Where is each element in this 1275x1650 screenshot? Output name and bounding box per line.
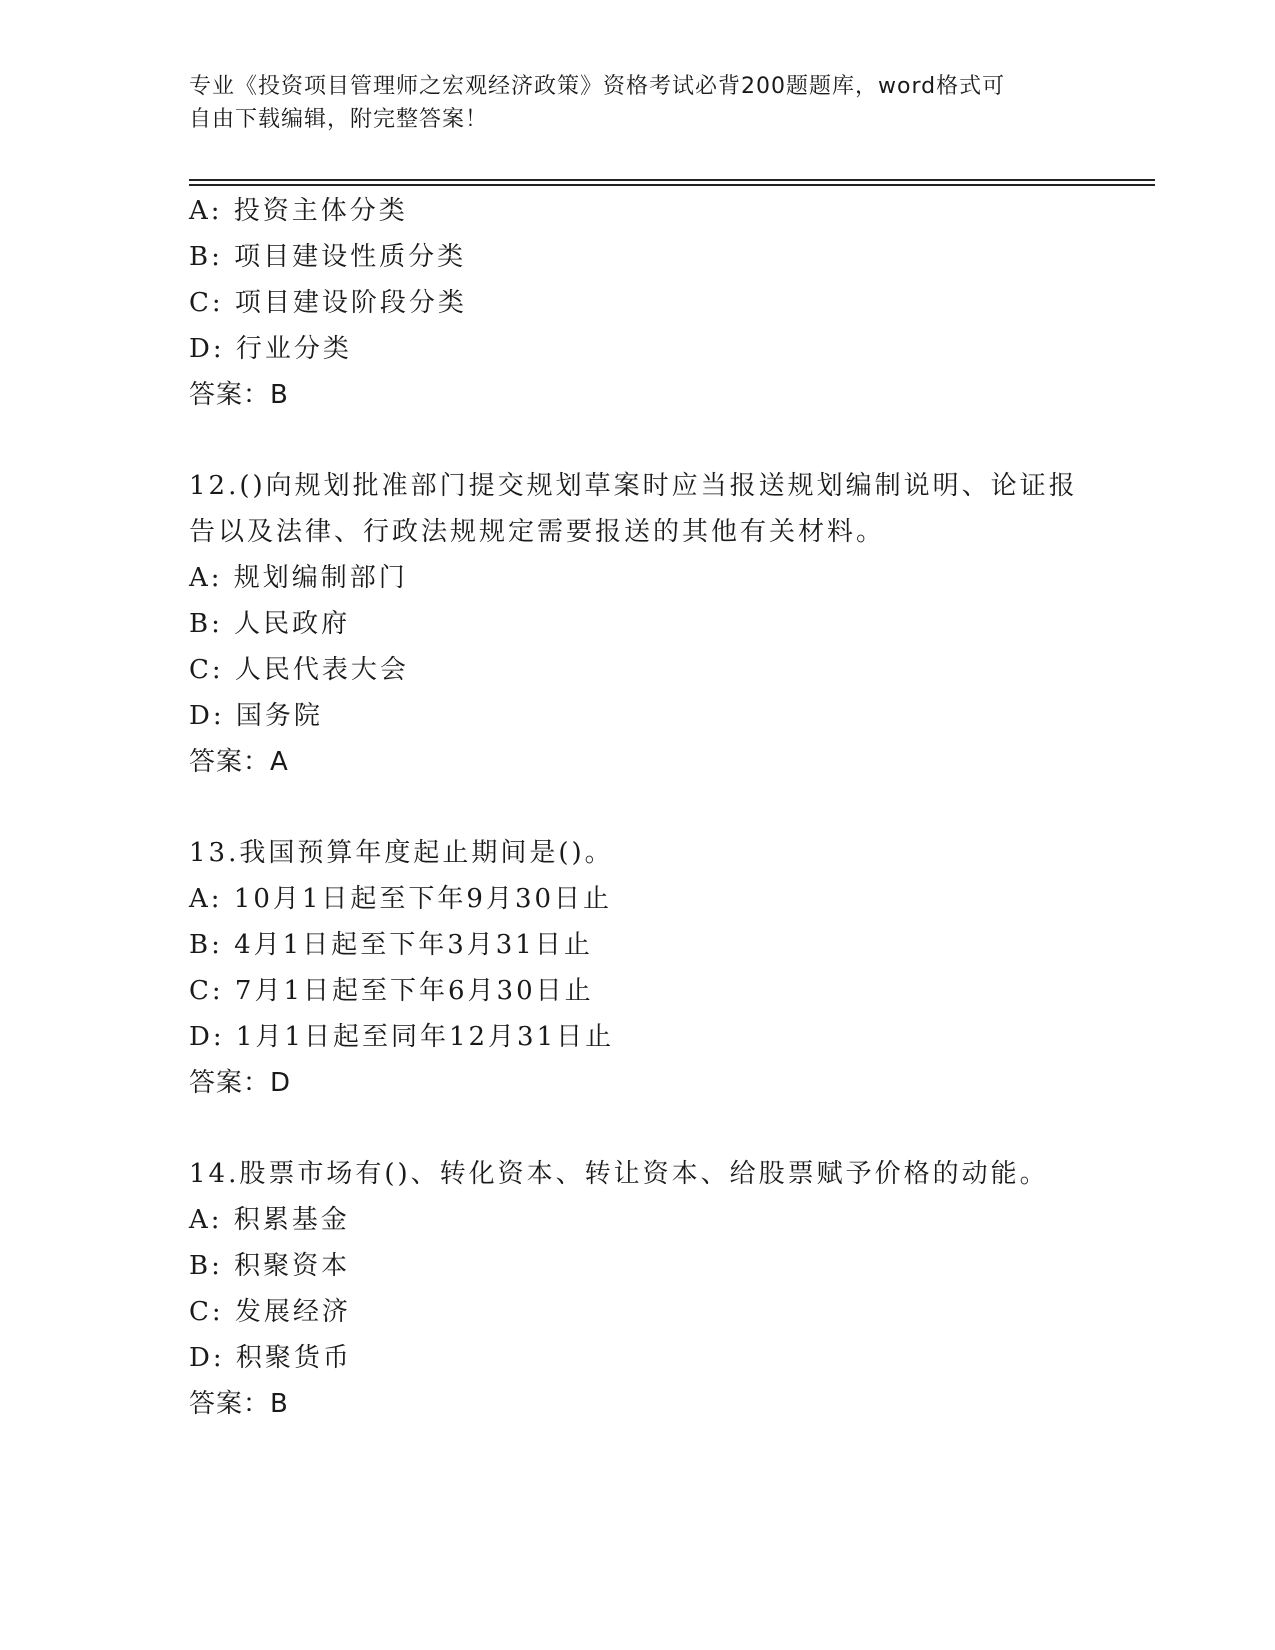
- option-a: A: 投资主体分类: [189, 196, 408, 226]
- option-d: D: 行业分类: [189, 334, 352, 364]
- option-c: C: 人民代表大会: [189, 655, 409, 685]
- answer-line: 答案：B: [189, 380, 289, 410]
- question-block-11: [189, 188, 1119, 418]
- question-text-line-1: 13.我国预算年度起止期间是()。: [189, 838, 614, 868]
- question-block-14: [189, 1151, 1119, 1427]
- question-block-13: [189, 830, 1119, 1106]
- answer-line: 答案：A: [189, 747, 289, 777]
- option-d: D: 1月1日起至同年12月31日止: [189, 1022, 615, 1052]
- header-divider-top: [189, 179, 1155, 181]
- header-title-line-1: 专业《投资项目管理师之宏观经济政策》资格考试必背200题题库，word格式可: [189, 74, 1006, 99]
- option-a: A: 10月1日起至下年9月30日止: [189, 884, 613, 914]
- answer-line: 答案：D: [189, 1068, 292, 1098]
- option-b: B: 4月1日起至下年3月31日止: [189, 930, 593, 960]
- option-a: A: 规划编制部门: [189, 563, 408, 593]
- answer-line: 答案：B: [189, 1389, 289, 1419]
- option-b: B: 人民政府: [189, 609, 351, 639]
- question-text-line-1: 12.()向规划批准部门提交规划草案时应当报送规划编制说明、论证报: [189, 471, 1078, 501]
- question-text-line-2: 告以及法律、行政法规规定需要报送的其他有关材料。: [189, 517, 886, 547]
- spacer: [189, 1106, 1119, 1151]
- spacer: [189, 785, 1119, 830]
- option-b: B: 项目建设性质分类: [189, 242, 467, 272]
- document-header: [189, 70, 1089, 136]
- option-a: A: 积累基金: [189, 1205, 350, 1235]
- option-c: C: 7月1日起至下年6月30日止: [189, 976, 594, 1006]
- option-c: C: 项目建设阶段分类: [189, 288, 467, 318]
- spacer: [189, 418, 1119, 463]
- option-d: D: 国务院: [189, 701, 323, 731]
- option-c: C: 发展经济: [189, 1297, 351, 1327]
- question-text-line-1: 14.股票市场有()、转化资本、转让资本、给股票赋予价格的动能。: [189, 1159, 1049, 1189]
- header-title-line-2: 自由下载编辑，附完整答案！: [189, 107, 489, 132]
- option-b: B: 积聚资本: [189, 1251, 351, 1281]
- header-divider-bottom: [189, 184, 1155, 186]
- question-list: [189, 188, 1119, 1427]
- question-block-12: [189, 463, 1119, 785]
- option-d: D: 积聚货币: [189, 1343, 352, 1373]
